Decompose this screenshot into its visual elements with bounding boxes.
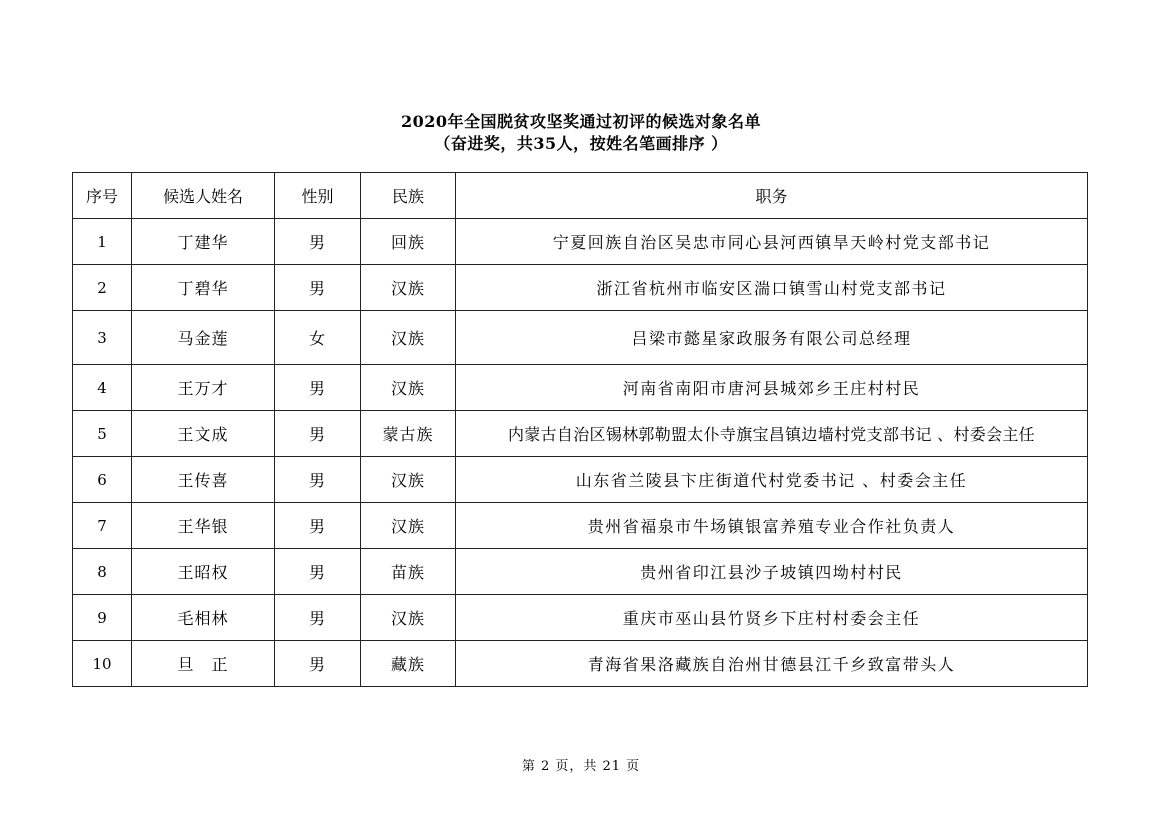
cell-name: 丁建华 [132,219,275,265]
cell-ethnicity: 苗族 [361,549,456,595]
cell-position: 浙江省杭州市临安区湍口镇雪山村党支部书记 [456,265,1088,311]
cell-position: 内蒙古自治区锡林郭勒盟太仆寺旗宝昌镇边墙村党支部书记 、村委会主任 [456,411,1088,457]
table-row [73,457,1088,503]
cell-name: 丁碧华 [132,265,275,311]
cell-gender: 男 [275,641,361,687]
table-row [73,641,1088,687]
document-subtitle: （奋进奖，共35人，按姓名笔画排序 ） [434,134,728,153]
cell-name: 王万才 [132,365,275,411]
cell-gender: 男 [275,365,361,411]
cell-name: 马金莲 [132,311,275,365]
cell-gender: 男 [275,411,361,457]
cell-position: 山东省兰陵县卞庄街道代村党委书记 、村委会主任 [456,457,1088,503]
cell-seq: 10 [73,641,132,687]
candidate-table [72,172,1088,687]
header-gender: 性别 [275,173,361,219]
cell-seq: 4 [73,365,132,411]
cell-gender: 男 [275,265,361,311]
cell-name: 王华银 [132,503,275,549]
cell-ethnicity: 蒙古族 [361,411,456,457]
cell-gender: 女 [275,311,361,365]
table-row [73,549,1088,595]
table-row [73,365,1088,411]
page-number: 第 2 页，共 21 页 [521,759,641,774]
cell-seq: 5 [73,411,132,457]
cell-seq: 6 [73,457,132,503]
cell-position: 重庆市巫山县竹贤乡下庄村村委会主任 [456,595,1088,641]
cell-ethnicity: 回族 [361,219,456,265]
cell-ethnicity: 汉族 [361,595,456,641]
table-row [73,265,1088,311]
cell-ethnicity: 汉族 [361,265,456,311]
cell-seq: 8 [73,549,132,595]
header-name: 候选人姓名 [132,173,275,219]
cell-gender: 男 [275,457,361,503]
header-seq: 序号 [73,173,132,219]
document-title: 2020年全国脱贫攻坚奖通过初评的候选对象名单 [400,112,762,131]
table-row [73,311,1088,365]
cell-position: 贵州省印江县沙子坡镇四坳村村民 [456,549,1088,595]
cell-position: 河南省南阳市唐河县城郊乡王庄村村民 [456,365,1088,411]
header-ethnicity: 民族 [361,173,456,219]
cell-gender: 男 [275,595,361,641]
table-row [73,219,1088,265]
cell-seq: 1 [73,219,132,265]
header-position: 职务 [456,173,1088,219]
cell-gender: 男 [275,219,361,265]
table-header-row [73,173,1088,219]
cell-seq: 7 [73,503,132,549]
cell-position: 贵州省福泉市牛场镇银富养殖专业合作社负责人 [456,503,1088,549]
table-row [73,595,1088,641]
cell-seq: 2 [73,265,132,311]
cell-ethnicity: 汉族 [361,311,456,365]
cell-ethnicity: 藏族 [361,641,456,687]
cell-name: 王传喜 [132,457,275,503]
table-row [73,503,1088,549]
cell-gender: 男 [275,503,361,549]
cell-name: 旦 正 [132,641,275,687]
cell-ethnicity: 汉族 [361,457,456,503]
cell-position: 青海省果洛藏族自治州甘德县江千乡致富带头人 [456,641,1088,687]
cell-name: 王昭权 [132,549,275,595]
cell-position: 宁夏回族自治区吴忠市同心县河西镇旱天岭村党支部书记 [456,219,1088,265]
table-row [73,411,1088,457]
cell-gender: 男 [275,549,361,595]
cell-name: 王文成 [132,411,275,457]
cell-position: 吕梁市懿星家政服务有限公司总经理 [456,311,1088,365]
cell-ethnicity: 汉族 [361,503,456,549]
cell-name: 毛相林 [132,595,275,641]
cell-seq: 3 [73,311,132,365]
cell-seq: 9 [73,595,132,641]
cell-ethnicity: 汉族 [361,365,456,411]
